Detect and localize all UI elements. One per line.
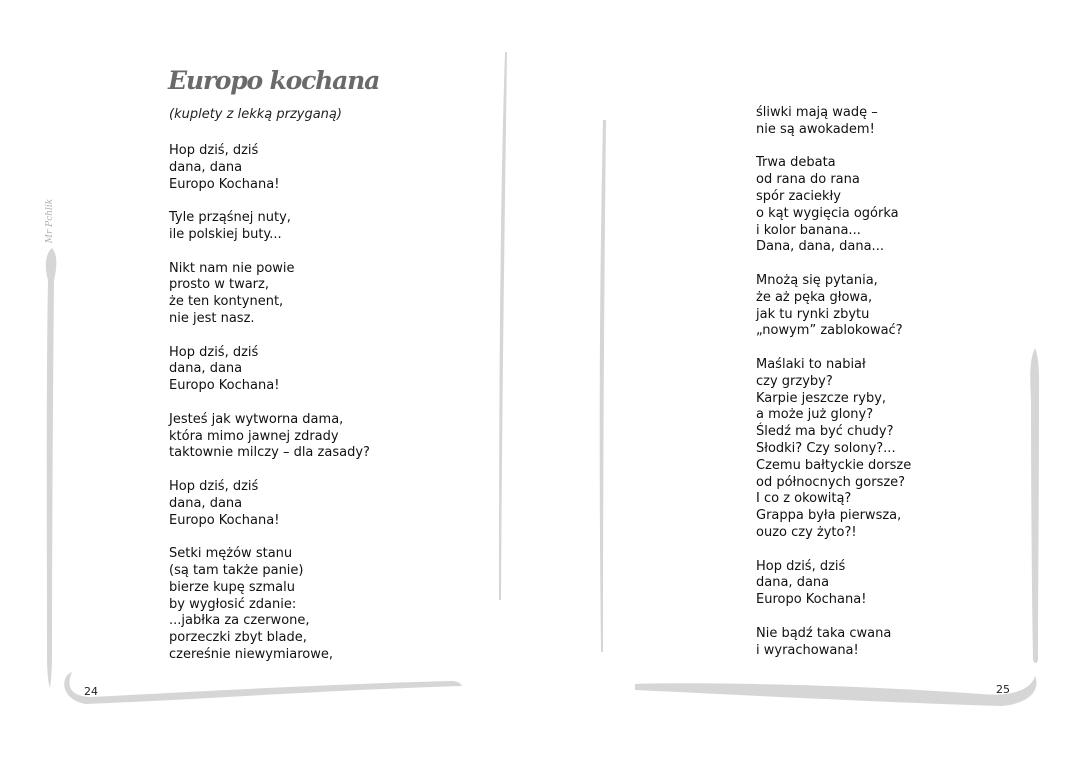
verse-line: dana, dana [756,575,830,591]
right-page [541,0,1083,768]
right-margin-brush-stroke [1030,348,1039,663]
stanza [169,546,370,664]
author-signature-text: Mr Pchlik [45,198,55,244]
stanza [169,261,370,328]
stanza [756,273,911,340]
verse-line: a może już glony? [756,407,874,423]
verse-line: Europo Kochana! [169,512,280,528]
verse-line: Europo Kochana! [169,378,280,394]
verse-line: Maślaki to nabiał [756,356,866,372]
verse-line: Dana, dana, dana... [756,239,884,255]
verse-line: Śledź ma być chudy? [756,424,894,440]
verse-line: od północnych gorsze? [756,474,906,490]
right-bottom-swoosh [635,676,1037,706]
verse-line: od rana do rana [756,172,860,188]
verse-line: ouzo czy żyto?! [756,524,857,540]
verse-line: Mnożą się pytania, [756,272,878,288]
stanza [756,155,911,256]
verse-line: Nikt nam nie powie [169,260,295,276]
verse-line: Czemu bałtyckie dorsze [756,457,912,473]
verse-line: Setki mężów stanu [169,546,293,562]
right-poem-body [756,105,911,676]
stanza [169,479,370,529]
left-poem-body [169,143,370,681]
verse-line: czereśnie niewymiarowe, [169,646,333,662]
verse-line: ...jabłka za czerwone, [169,613,310,629]
verse-line: dana, dana [169,495,243,511]
verse-line: by wygłosić zdanie: [169,596,297,612]
left-margin-brush-stroke [46,248,57,688]
verse-line: Hop dziś, dziś [169,344,259,360]
left-gutter-stroke [499,52,507,600]
verse-line: prosto w twarz, [169,277,269,293]
verse-line: która mimo jawnej zdrady [169,428,339,444]
verse-line: dana, dana [169,361,243,377]
verse-line: I co z okowitą? [756,491,852,507]
verse-line: dana, dana [169,159,243,175]
verse-line: taktownie milczy – dla zasady? [169,445,370,461]
verse-line: czy grzyby? [756,373,833,389]
stanza [756,357,911,542]
verse-line: Grappa była pierwsza, [756,508,902,524]
verse-line: Hop dziś, dziś [169,143,259,158]
verse-line: porzeczki zbyt blade, [169,630,307,646]
page-number-right: 25 [996,683,1010,696]
verse-line: Europo Kochana! [756,592,867,608]
verse-line: spór zaciekły [756,188,841,204]
stanza [169,210,370,244]
verse-line: że aż pęka głowa, [756,289,873,305]
verse-line: o kąt wygięcia ogórka [756,205,899,221]
poem-subtitle: (kuplety z lekką przyganą) [169,107,342,122]
verse-line: że ten kontynent, [169,294,284,310]
verse-line: jak tu rynki zbytu [756,306,870,322]
verse-line: bierze kupę szmalu [169,579,295,595]
left-page [0,0,541,768]
stanza [756,559,911,609]
stanza [756,105,911,139]
verse-line: Karpie jeszcze ryby, [756,390,887,406]
verse-line: i kolor banana... [756,222,861,238]
verse-line: Jesteś jak wytworna dama, [169,411,344,427]
author-signature-mark [41,198,59,244]
stanza [169,143,370,193]
verse-line: nie jest nasz. [169,310,255,326]
verse-line: ile polskiej buty... [169,226,282,242]
verse-line: Tyle prząśnej nuty, [169,210,291,226]
page-number-left: 24 [84,685,98,698]
verse-line: Słodki? Czy solony?... [756,440,896,456]
stanza [756,626,911,660]
stanza [169,412,370,462]
verse-line: Hop dziś, dziś [756,558,846,574]
verse-line: nie są awokadem! [756,121,875,137]
right-gutter-stroke [600,120,606,652]
verse-line: śliwki mają wadę – [756,105,878,120]
verse-line: i wyrachowana! [756,642,859,658]
verse-line: Trwa debata [756,155,836,171]
verse-line: Hop dziś, dziś [169,478,259,494]
verse-line: Nie bądź taka cwana [756,625,892,641]
stanza [169,345,370,395]
verse-line: Europo Kochana! [169,176,280,192]
verse-line: (są tam także panie) [169,562,304,578]
verse-line: „nowym” zablokować? [756,323,903,339]
poem-title: Europo kochana [168,66,380,95]
